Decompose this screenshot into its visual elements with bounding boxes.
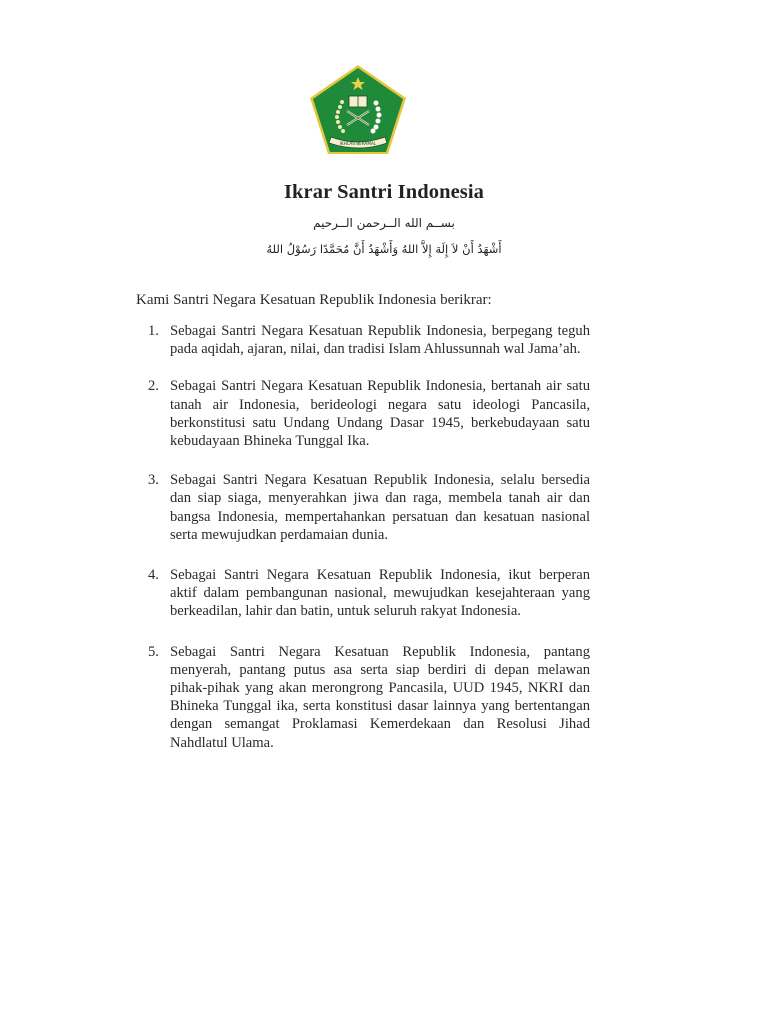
pledge-number: 4. xyxy=(148,567,159,584)
pledge-item xyxy=(148,643,590,752)
pledge-number: 2. xyxy=(148,378,159,395)
svg-text:IKHLAS BERAMAL: IKHLAS BERAMAL xyxy=(339,141,377,146)
pledge-text: Sebagai Santri Negara Kesatuan Republik Indonesia, pantang menyerah, pantang putus asa serta siap berdiri di depan melawan pihak-pihak yang akan merongrong Pancasila, UUD 1945, NKRI dan Bhineka Tunggal ika, serta konstitusi dasar lainnya yang bertentangan dengan semangat Proklamasi Kemerdekaan dan Resolusi Jihad Nahdlatul Ulama. xyxy=(170,643,590,751)
pledge-number: 3. xyxy=(148,472,159,489)
pledge-text: Sebagai Santri Negara Kesatuan Republik Indonesia, berpegang teguh pada aqidah, ajaran, nilai, dan tradisi Islam Ahlussunnah wal Jama’ah. xyxy=(170,323,590,358)
pledge-item xyxy=(148,566,590,621)
kementerian-agama-emblem-icon xyxy=(307,63,409,157)
pledge-text: Sebagai Santri Negara Kesatuan Republik Indonesia, selalu bersedia dan siap siaga, menyerahkan jiwa dan raga, membela tanah air dan bangsa Indonesia, mempertahankan persatuan dan kesatuan nasional serta mewujudkan perdamaian dunia. xyxy=(170,472,590,543)
pledge-item xyxy=(148,377,590,450)
pledge-item xyxy=(148,471,590,544)
pledge-item xyxy=(148,322,590,358)
page-title: Ikrar Santri Indonesia xyxy=(283,181,485,203)
pledge-text: Sebagai Santri Negara Kesatuan Republik Indonesia, bertanah air satu tanah air Indonesia, berideologi negara satu ideologi Pancasila, berkonstitusi satu Undang Undang Dasar 1945, berkebudayaan satu kebudayaan Bhineka Tunggal Ika. xyxy=(170,378,590,450)
intro-paragraph: Kami Santri Negara Kesatuan Republik Indonesia berikrar: xyxy=(136,292,492,308)
basmala-text: بســم الله الــرحمن الــرحيم xyxy=(313,216,455,230)
shahada-text: أَشْهَدُ أَنْ لاَ إِلَهَ إِلاَّ اللهُ وَأَشْهَدُ أَنَّ مُحَمَّدًا رَسُوْلُ اللهُ xyxy=(266,242,502,256)
pledge-number: 5. xyxy=(148,643,159,660)
pledge-text: Sebagai Santri Negara Kesatuan Republik Indonesia, ikut berperan aktif dalam pembangunan nasional, mewujudkan kesejahteraan yang berkeadilan, lahir dan batin, untuk seluruh rakyat Indonesia. xyxy=(170,567,590,620)
pledge-list xyxy=(148,322,590,771)
pledge-number: 1. xyxy=(148,323,159,339)
